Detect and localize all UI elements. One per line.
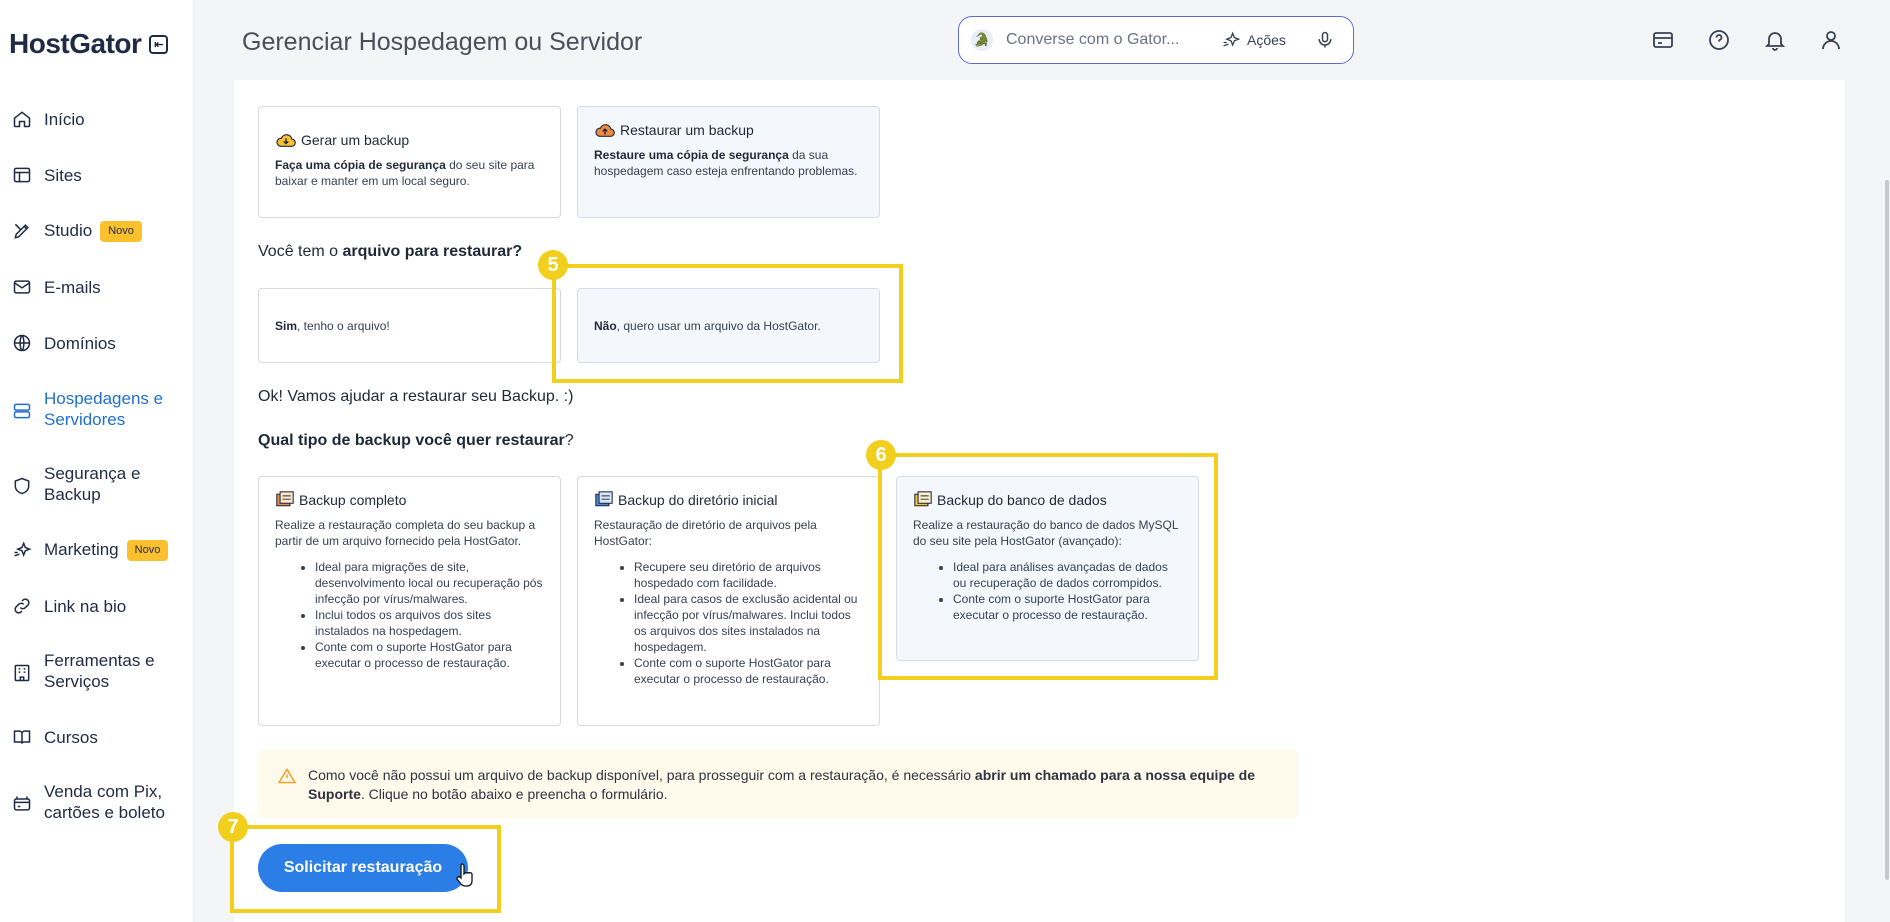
sidebar-item-dominios[interactable] [0, 332, 194, 354]
list-item: • Inclui todos os arquivos dos sites instalados na hospedagem. [315, 607, 544, 639]
collapse-sidebar-icon[interactable]: ⇤ [149, 35, 168, 54]
full-backup-card[interactable] [258, 476, 561, 726]
sidebar-item-seguranca[interactable] [0, 463, 194, 507]
sidebar-item-marketing[interactable] [0, 539, 194, 561]
layout-icon [11, 164, 33, 186]
list-item: • Ideal para migrações de site, desenvolvimento local ou recuperação pós infecção por vírus/malwares. [315, 559, 544, 607]
gator-chat-input[interactable] [958, 16, 1354, 64]
link-icon [11, 595, 33, 617]
hostgator-logo[interactable]: HostGator [9, 28, 142, 59]
logo-row [9, 28, 168, 60]
book-icon [11, 726, 33, 748]
pen-tool-icon [11, 220, 33, 242]
step-6-marker: 6 [866, 440, 896, 470]
globe-icon [11, 332, 33, 354]
sidebar [0, 0, 194, 922]
actions-button[interactable] [1221, 30, 1286, 50]
sidebar-item-label: Marketing [44, 540, 119, 559]
hand-cursor-icon [456, 862, 476, 893]
list-item: • Recupere seu diretório de arquivos hospedado com facilidade. [634, 559, 863, 591]
sidebar-item-hospedagens[interactable] [0, 388, 194, 432]
scrollbar-thumb[interactable] [1885, 180, 1889, 880]
feature-list [913, 559, 1182, 623]
sparkles-icon [1221, 30, 1241, 50]
sidebar-item-label: Link na bio [44, 596, 127, 616]
top-header [195, 0, 1890, 80]
mail-icon [11, 276, 33, 298]
home-icon [11, 108, 33, 130]
feature-list [275, 559, 544, 671]
card-description: Realize a restauração completa do seu backup a partir de um arquivo fornecido pela HostGator. [275, 518, 536, 548]
generate-backup-card[interactable] [258, 106, 561, 218]
card-title: Backup do banco de dados [937, 492, 1107, 508]
sidebar-item-studio[interactable] [0, 220, 194, 242]
has-file-no-option[interactable]: Não, quero usar um arquivo da HostGator. [577, 288, 880, 363]
list-item: • Conte com o suporte HostGator para executar o processo de restauração. [953, 591, 1182, 623]
card-title: Backup do diretório inicial [618, 492, 778, 508]
has-file-yes-option[interactable]: Sim, tenho o arquivo! [258, 288, 561, 363]
sidebar-item-inicio[interactable] [0, 108, 194, 130]
home-directory-backup-card[interactable] [577, 476, 880, 726]
sidebar-item-label: Hospedagens e Servidores [44, 389, 164, 429]
step-5-marker: 5 [538, 250, 568, 280]
sidebar-item-label: Início [44, 109, 85, 129]
sidebar-item-label: E-mails [44, 277, 101, 297]
card-title: Gerar um backup [301, 132, 410, 148]
card-title: Restaurar um backup [620, 122, 754, 138]
directory-icon [594, 491, 614, 509]
list-item: • Conte com o suporte HostGator para executar o processo de restauração. [634, 655, 863, 687]
request-restore-button[interactable]: Solicitar restauração [258, 844, 468, 892]
sidebar-item-ferramentas[interactable] [0, 650, 194, 694]
feature-list [594, 559, 863, 687]
sidebar-item-cursos[interactable] [0, 726, 194, 748]
sidebar-item-label: Domínios [44, 333, 116, 353]
backup-box-icon [275, 491, 295, 509]
list-item: • Ideal para análises avançadas de dados ou recuperação de dados corrompidos. [953, 559, 1182, 591]
sidebar-item-venda-pix[interactable] [0, 781, 194, 825]
billing-card-icon[interactable] [1651, 28, 1675, 52]
new-badge: Novo [127, 540, 169, 561]
list-item: • Ideal para casos de exclusão acidental ou infecção por vírus/malwares. Inclui todos os arquivos dos sites instalados na hospedagem. [634, 591, 863, 655]
restore-backup-card[interactable] [577, 106, 880, 218]
list-item: • Conte com o suporte HostGator para executar o processo de restauração. [315, 639, 544, 671]
card-description: Restaure uma cópia de segurança da sua hospedagem caso esteja enfrentando problemas. [594, 148, 858, 178]
user-account-icon[interactable] [1819, 28, 1843, 52]
support-warning-alert [258, 750, 1298, 818]
chat-placeholder: Converse com o Gator... [1006, 31, 1180, 48]
card-description: Restauração de diretório de arquivos pela HostGator: [594, 518, 817, 548]
sidebar-item-link-na-bio[interactable] [0, 595, 194, 617]
sidebar-item-label: Cursos [44, 727, 98, 747]
warning-text: Como você não possui um arquivo de backup disponível, para prosseguir com a restauração, é necessário abrir um chamado para a nossa equipe de Suporte. Clique no botão abaixo e preencha o formulário. [308, 767, 1256, 802]
database-backup-card[interactable] [896, 476, 1199, 661]
sidebar-item-label: Venda com Pix, cartões e boleto [44, 782, 165, 822]
sidebar-item-label: Segurança e Backup [44, 464, 141, 504]
microphone-icon[interactable] [1315, 29, 1335, 56]
database-icon [913, 491, 933, 509]
sidebar-item-label: Sites [44, 165, 82, 185]
shield-icon [11, 475, 33, 497]
actions-label: Ações [1247, 32, 1286, 48]
card-title: Backup completo [299, 492, 407, 508]
backup-type-question: Qual tipo de backup você quer restaurar? [258, 432, 574, 449]
sidebar-item-label: Ferramentas e Serviços [44, 651, 155, 691]
new-badge: Novo [100, 221, 142, 242]
payment-icon [11, 793, 33, 815]
page-title: Gerenciar Hospedagem ou Servidor [242, 28, 643, 56]
help-icon[interactable] [1707, 28, 1731, 52]
file-question-label: Você tem o arquivo para restaurar? [258, 243, 523, 260]
gator-avatar-icon: 🐊 [971, 29, 993, 51]
building-icon [11, 662, 33, 684]
cloud-download-icon [275, 131, 297, 149]
warning-triangle-icon [278, 768, 296, 789]
scrollbar[interactable] [1882, 0, 1890, 922]
server-icon [11, 400, 33, 422]
sparkles-icon [11, 539, 33, 561]
sidebar-item-label: Studio [44, 221, 93, 240]
card-description: Faça uma cópia de segurança do seu site para baixar e manter em um local seguro. [275, 158, 535, 188]
step-7-marker: 7 [218, 812, 248, 842]
sidebar-item-sites[interactable] [0, 164, 194, 186]
cloud-upload-icon [594, 121, 616, 139]
card-description: Realize a restauração do banco de dados MySQL do seu site pela HostGator (avançado): [913, 518, 1179, 548]
ok-message: Ok! Vamos ajudar a restaurar seu Backup. :) [258, 388, 574, 405]
notification-bell-icon[interactable] [1763, 28, 1787, 52]
sidebar-item-emails[interactable] [0, 276, 194, 298]
